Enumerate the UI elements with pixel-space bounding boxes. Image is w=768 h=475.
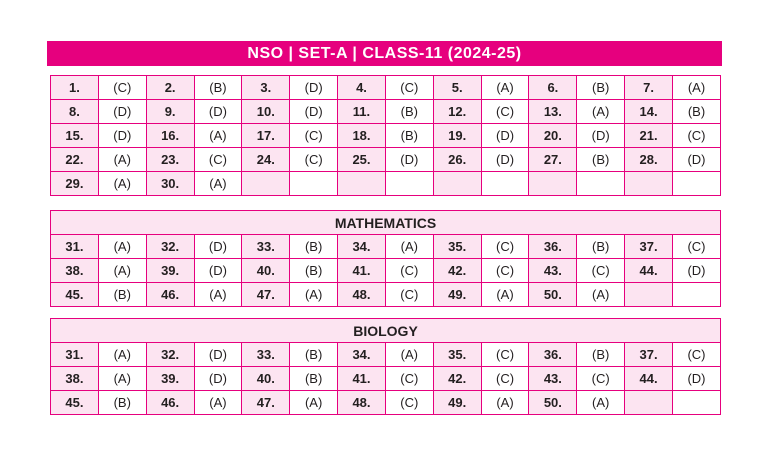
table-row [51,235,721,259]
answer-option: (B) [98,391,146,415]
question-number: 36. [529,235,577,259]
table-row [51,259,721,283]
answer-option: (A) [194,172,242,196]
answer-option: (D) [194,259,242,283]
question-number: 15. [51,124,99,148]
answer-option: (D) [194,367,242,391]
question-number: 50. [529,391,577,415]
question-number: 33. [242,235,290,259]
table-row [51,391,721,415]
question-number: 19. [433,124,481,148]
answer-key-title: NSO | SET-A | CLASS-11 (2024-25) [47,41,722,66]
table-row [51,100,721,124]
section-heading-row [51,319,721,343]
question-number: 49. [433,391,481,415]
question-number: 2. [146,76,194,100]
question-number: 47. [242,391,290,415]
question-number: 25. [338,148,386,172]
answer-option: (A) [672,76,720,100]
answer-option: (A) [481,391,529,415]
answer-option: (C) [672,235,720,259]
question-number: 44. [625,259,673,283]
answer-option: (B) [385,100,433,124]
answer-option: (A) [98,259,146,283]
answer-table-biology [50,318,721,415]
question-number: 38. [51,367,99,391]
question-number: 11. [338,100,386,124]
question-number: 5. [433,76,481,100]
answer-option: (A) [98,172,146,196]
question-number: 9. [146,100,194,124]
answer-option: (C) [672,343,720,367]
empty-cell [290,172,338,196]
answer-option: (C) [672,124,720,148]
answer-option: (A) [98,235,146,259]
question-number: 36. [529,343,577,367]
question-number: 41. [338,259,386,283]
question-number: 22. [51,148,99,172]
question-number: 40. [242,367,290,391]
question-number: 16. [146,124,194,148]
question-number: 4. [338,76,386,100]
question-number: 10. [242,100,290,124]
table-row [51,343,721,367]
answer-option: (B) [194,76,242,100]
answer-option: (D) [577,124,625,148]
empty-cell [672,283,720,307]
question-number: 47. [242,283,290,307]
question-number: 48. [338,283,386,307]
question-number: 18. [338,124,386,148]
answer-option: (A) [385,343,433,367]
question-number: 37. [625,343,673,367]
answer-option: (B) [577,76,625,100]
answer-option: (A) [290,283,338,307]
section-heading: MATHEMATICS [51,211,721,235]
empty-cell [625,283,673,307]
answer-option: (C) [481,100,529,124]
answer-option: (B) [290,343,338,367]
empty-cell [481,172,529,196]
answer-option: (D) [290,76,338,100]
question-number: 14. [625,100,673,124]
answer-option: (B) [577,343,625,367]
answer-option: (A) [98,148,146,172]
empty-cell [242,172,290,196]
question-number: 39. [146,367,194,391]
question-number: 20. [529,124,577,148]
question-number: 32. [146,343,194,367]
empty-cell [338,172,386,196]
question-number: 24. [242,148,290,172]
answer-option: (B) [577,148,625,172]
question-number: 30. [146,172,194,196]
answer-option: (C) [98,76,146,100]
question-number: 23. [146,148,194,172]
answer-option: (A) [98,367,146,391]
answer-option: (D) [672,367,720,391]
answer-option: (C) [385,76,433,100]
section-heading: BIOLOGY [51,319,721,343]
question-number: 12. [433,100,481,124]
answer-option: (A) [577,283,625,307]
answer-option: (B) [385,124,433,148]
answer-option: (D) [481,148,529,172]
table-row [51,76,721,100]
question-number: 3. [242,76,290,100]
answer-table-section-1 [50,75,721,196]
empty-cell [433,172,481,196]
table-row [51,148,721,172]
question-number: 31. [51,343,99,367]
question-number: 21. [625,124,673,148]
answer-option: (C) [290,148,338,172]
empty-cell [625,391,673,415]
answer-option: (A) [577,100,625,124]
question-number: 35. [433,343,481,367]
answer-option: (B) [290,259,338,283]
empty-cell [385,172,433,196]
answer-option: (C) [385,391,433,415]
answer-option: (A) [98,343,146,367]
question-number: 8. [51,100,99,124]
answer-option: (A) [577,391,625,415]
question-number: 17. [242,124,290,148]
table-row [51,283,721,307]
empty-cell [672,391,720,415]
answer-option: (D) [672,259,720,283]
answer-option: (C) [385,283,433,307]
question-number: 45. [51,391,99,415]
answer-option: (C) [577,259,625,283]
question-number: 35. [433,235,481,259]
question-number: 44. [625,367,673,391]
answer-option: (D) [481,124,529,148]
question-number: 43. [529,367,577,391]
answer-option: (C) [481,259,529,283]
question-number: 49. [433,283,481,307]
answer-option: (C) [385,259,433,283]
answer-table-mathematics [50,210,721,307]
answer-option: (C) [577,367,625,391]
question-number: 37. [625,235,673,259]
question-number: 13. [529,100,577,124]
question-number: 32. [146,235,194,259]
empty-cell [577,172,625,196]
question-number: 7. [625,76,673,100]
answer-option: (D) [194,100,242,124]
answer-option: (D) [672,148,720,172]
answer-option: (C) [385,367,433,391]
question-number: 39. [146,259,194,283]
question-number: 45. [51,283,99,307]
question-number: 6. [529,76,577,100]
question-number: 43. [529,259,577,283]
answer-option: (A) [194,391,242,415]
question-number: 38. [51,259,99,283]
answer-option: (C) [290,124,338,148]
question-number: 48. [338,391,386,415]
question-number: 42. [433,367,481,391]
answer-option: (C) [194,148,242,172]
answer-option: (A) [385,235,433,259]
empty-cell [625,172,673,196]
question-number: 42. [433,259,481,283]
answer-option: (B) [98,283,146,307]
question-number: 34. [338,343,386,367]
empty-cell [672,172,720,196]
question-number: 33. [242,343,290,367]
answer-option: (C) [481,367,529,391]
answer-option: (D) [385,148,433,172]
question-number: 46. [146,391,194,415]
answer-option: (B) [577,235,625,259]
table-row [51,367,721,391]
answer-option: (A) [481,283,529,307]
answer-option: (D) [98,100,146,124]
answer-option: (A) [194,283,242,307]
question-number: 46. [146,283,194,307]
empty-cell [529,172,577,196]
question-number: 27. [529,148,577,172]
question-number: 34. [338,235,386,259]
question-number: 41. [338,367,386,391]
answer-option: (D) [194,235,242,259]
question-number: 28. [625,148,673,172]
answer-option: (C) [481,235,529,259]
question-number: 40. [242,259,290,283]
section-heading-row [51,211,721,235]
question-number: 26. [433,148,481,172]
answer-option: (B) [290,235,338,259]
question-number: 31. [51,235,99,259]
answer-option: (D) [194,343,242,367]
answer-option: (B) [290,367,338,391]
answer-option: (B) [672,100,720,124]
table-row [51,124,721,148]
question-number: 29. [51,172,99,196]
answer-option: (D) [290,100,338,124]
answer-option: (D) [98,124,146,148]
question-number: 1. [51,76,99,100]
answer-option: (C) [481,343,529,367]
table-row [51,172,721,196]
answer-option: (A) [290,391,338,415]
question-number: 50. [529,283,577,307]
answer-option: (A) [194,124,242,148]
answer-option: (A) [481,76,529,100]
